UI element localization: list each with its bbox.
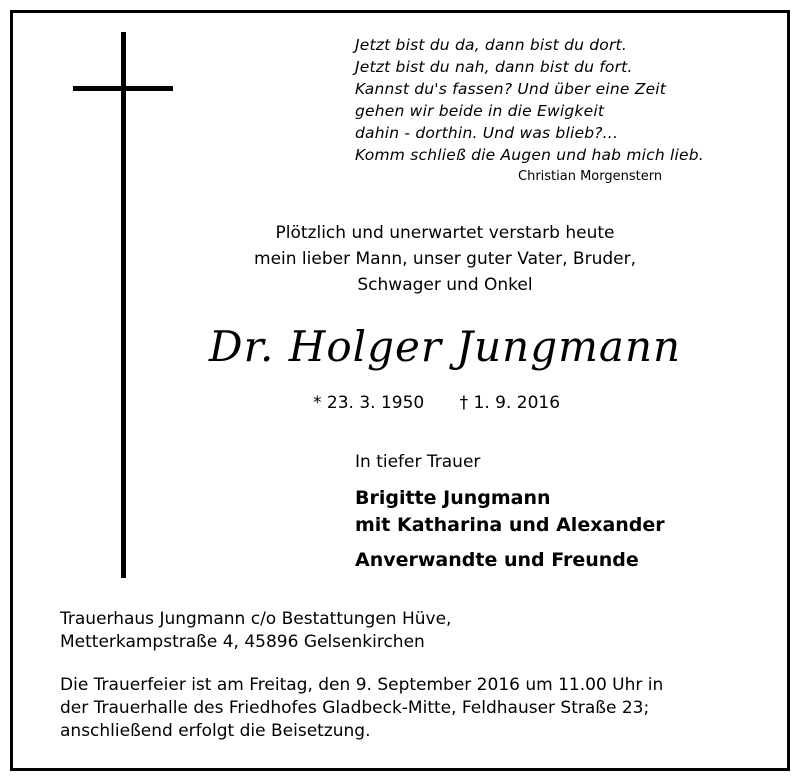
address-line: Metterkampstraße 4, 45896 Gelsenkirchen [60, 632, 425, 652]
ceremony-info [60, 674, 663, 743]
announcement-text [200, 220, 690, 298]
cross-horizontal-bar [73, 86, 173, 91]
birth-date: * 23. 3. 1950 [313, 393, 425, 413]
poem-line: gehen wir beide in die Ewigkeit [355, 102, 605, 120]
poem-line: dahin - dorthin. Und was blieb?... [355, 124, 619, 142]
mourners-list [355, 485, 665, 574]
mourning-house-address [60, 608, 451, 654]
poem-author: Christian Morgenstern [518, 169, 663, 184]
poem-line: Jetzt bist du da, dann bist du dort. [355, 36, 627, 54]
announcement-line: Plötzlich und unerwartet verstarb heute [275, 223, 615, 243]
poem-line: Komm schließ die Augen und hab mich lieb. [355, 146, 704, 164]
mourning-label: In tiefer Trauer [355, 452, 481, 472]
life-dates [313, 393, 560, 413]
poem-line: Jetzt bist du nah, dann bist du fort. [355, 58, 633, 76]
mourner-name: Anverwandte und Freunde [355, 549, 639, 571]
poem-line: Kannst du's fassen? Und über eine Zeit [355, 80, 667, 98]
announcement-line: mein lieber Mann, unser guter Vater, Bruder, [254, 249, 636, 269]
mourner-name: mit Katharina und Alexander [355, 514, 665, 536]
ceremony-line: der Trauerhalle des Friedhofes Gladbeck-Mitte, Feldhauser Straße 23; [60, 698, 650, 718]
poem [355, 34, 704, 166]
ceremony-line: anschließend erfolgt die Beisetzung. [60, 721, 371, 741]
cross-vertical-bar [121, 32, 126, 578]
death-date: † 1. 9. 2016 [459, 393, 561, 413]
announcement-line: Schwager und Onkel [357, 275, 533, 295]
mourner-name: Brigitte Jungmann [355, 487, 551, 509]
ceremony-line: Die Trauerfeier ist am Freitag, den 9. September 2016 um 11.00 Uhr in [60, 675, 664, 695]
address-line: Trauerhaus Jungmann c/o Bestattungen Hüve, [60, 609, 452, 629]
deceased-name: Dr. Holger Jungmann [208, 322, 682, 371]
